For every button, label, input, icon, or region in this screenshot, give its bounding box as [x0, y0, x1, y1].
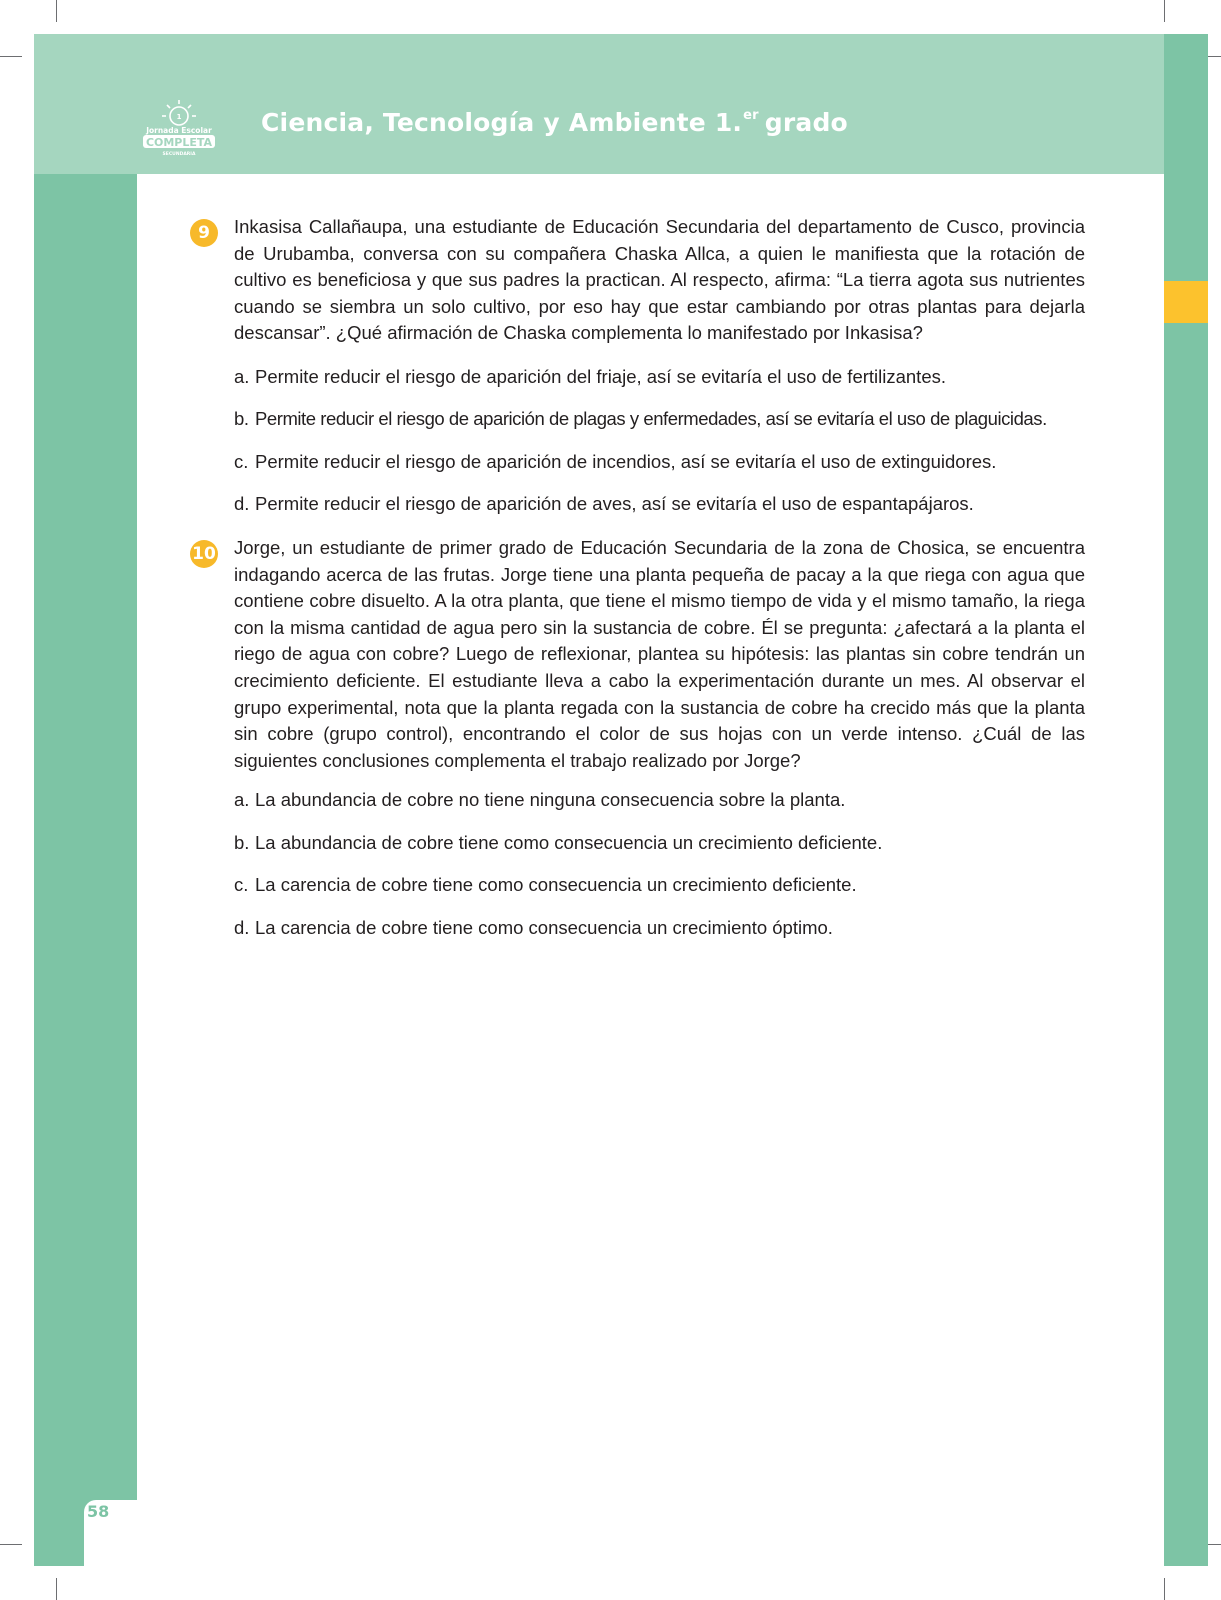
svg-text:1: 1 — [176, 113, 182, 121]
option-letter: c. — [234, 874, 249, 896]
answer-options — [234, 788, 1085, 940]
page-header-title — [261, 108, 848, 137]
option-letter: b. — [234, 831, 250, 853]
option-text: La carencia de cobre tiene como consecuencia un crecimiento óptimo. — [255, 916, 833, 938]
question-9 — [190, 214, 1085, 516]
option-letter: d. — [234, 916, 250, 938]
answer-option-d — [234, 916, 1085, 940]
option-text: Permite reducir el riesgo de aparición de aves, así se evitaría el uso de espantapájaros. — [255, 493, 974, 515]
answer-option-a — [234, 788, 1085, 812]
section-tab-marker — [1164, 281, 1208, 323]
crop-mark — [1164, 0, 1165, 22]
header-title-main: Ciencia, Tecnología y Ambiente 1. — [261, 108, 743, 137]
crop-mark — [0, 1544, 22, 1545]
option-letter: a. — [234, 365, 250, 387]
option-text: La abundancia de cobre tiene como consecuencia un crecimiento deficiente. — [255, 831, 883, 853]
option-text: Permite reducir el riesgo de aparición de plagas y enfermedades, así se evitaría el uso de plaguicidas. — [255, 408, 1047, 430]
crop-mark — [56, 0, 57, 22]
crop-mark — [1164, 1578, 1165, 1600]
logo-text-bottom: SECUNDARIA — [162, 152, 196, 157]
crop-mark — [0, 56, 22, 57]
option-text: La carencia de cobre tiene como consecuencia un crecimiento deficiente. — [255, 874, 857, 896]
answer-option-b — [234, 831, 1085, 855]
page-number: 58 — [87, 1502, 110, 1521]
option-text: La abundancia de cobre no tiene ninguna consecuencia sobre la planta. — [255, 789, 846, 811]
answer-options — [234, 365, 1085, 517]
question-number-badge: 10 — [190, 540, 218, 568]
option-letter: a. — [234, 789, 250, 811]
question-10 — [190, 535, 1085, 940]
exercise-content — [190, 214, 1085, 958]
logo-text-main: COMPLETA — [145, 136, 213, 149]
question-text: Inkasisa Callañaupa, una estudiante de Educación Secundaria del departamento de Cusco, provincia de Urubamba, conversa con su compañera Chaska Allca, a quien le manifiesta que la rotación de cultivo es beneficiosa y que sus padres la practican. Al respecto, afirma: “La tierra agota sus nutrientes cuando se siembra un solo cultivo, por eso hay que estar cambiando por otras plantas para dejarla descansar”. ¿Qué afirmación de Chaska complementa lo manifestado por Inkasisa? — [234, 216, 1085, 344]
answer-option-a — [234, 365, 1085, 389]
question-number-badge: 9 — [190, 219, 218, 247]
answer-option-d — [234, 492, 1085, 516]
header-title-superscript: er — [743, 108, 759, 123]
answer-option-c — [234, 873, 1085, 897]
jornada-escolar-completa-logo — [138, 96, 220, 158]
page-number-tab — [84, 1500, 137, 1566]
option-text: Permite reducir el riesgo de aparición del friaje, así se evitaría el uso de fertilizantes. — [255, 365, 947, 387]
option-letter: c. — [234, 450, 249, 472]
question-text: Jorge, un estudiante de primer grado de Educación Secundaria de la zona de Chosica, se encuentra indagando acerca de las frutas. Jorge tiene una planta pequeña de pacay a la que riega con agua que contiene cobre disuelto. A la otra planta, que tiene el mismo tiempo de vida y el mismo tamaño, la riega con la misma cantidad de agua pero sin la sustancia de cobre. Él se pregunta: ¿afectará a la planta el riego de agua con cobre? Luego de reflexionar, plantea su hipótesis: las plantas sin cobre tendrán un crecimiento deficiente. El estudiante lleva a cabo la experimentación durante un mes. Al observar el grupo experimental, nota que la planta regada con la sustancia de cobre ha crecido más que la planta sin cobre (grupo control), encontrando el color de sus hojas con un verde intenso. ¿Cuál de las siguientes conclusiones complementa el trabajo realizado por Jorge? — [234, 536, 1085, 771]
right-side-bar — [1164, 34, 1208, 1566]
crop-mark — [56, 1578, 57, 1600]
answer-option-c — [234, 450, 1085, 474]
option-letter: b. — [234, 408, 249, 430]
header-title-end: grado — [764, 108, 848, 137]
option-text: Permite reducir el riesgo de aparición de incendios, así se evitaría el uso de extinguidores. — [255, 450, 997, 472]
left-side-bar — [34, 174, 137, 1566]
option-letter: d. — [234, 493, 250, 515]
logo-text-top: Jornada Escolar — [146, 126, 212, 135]
answer-option-b — [234, 407, 1085, 431]
